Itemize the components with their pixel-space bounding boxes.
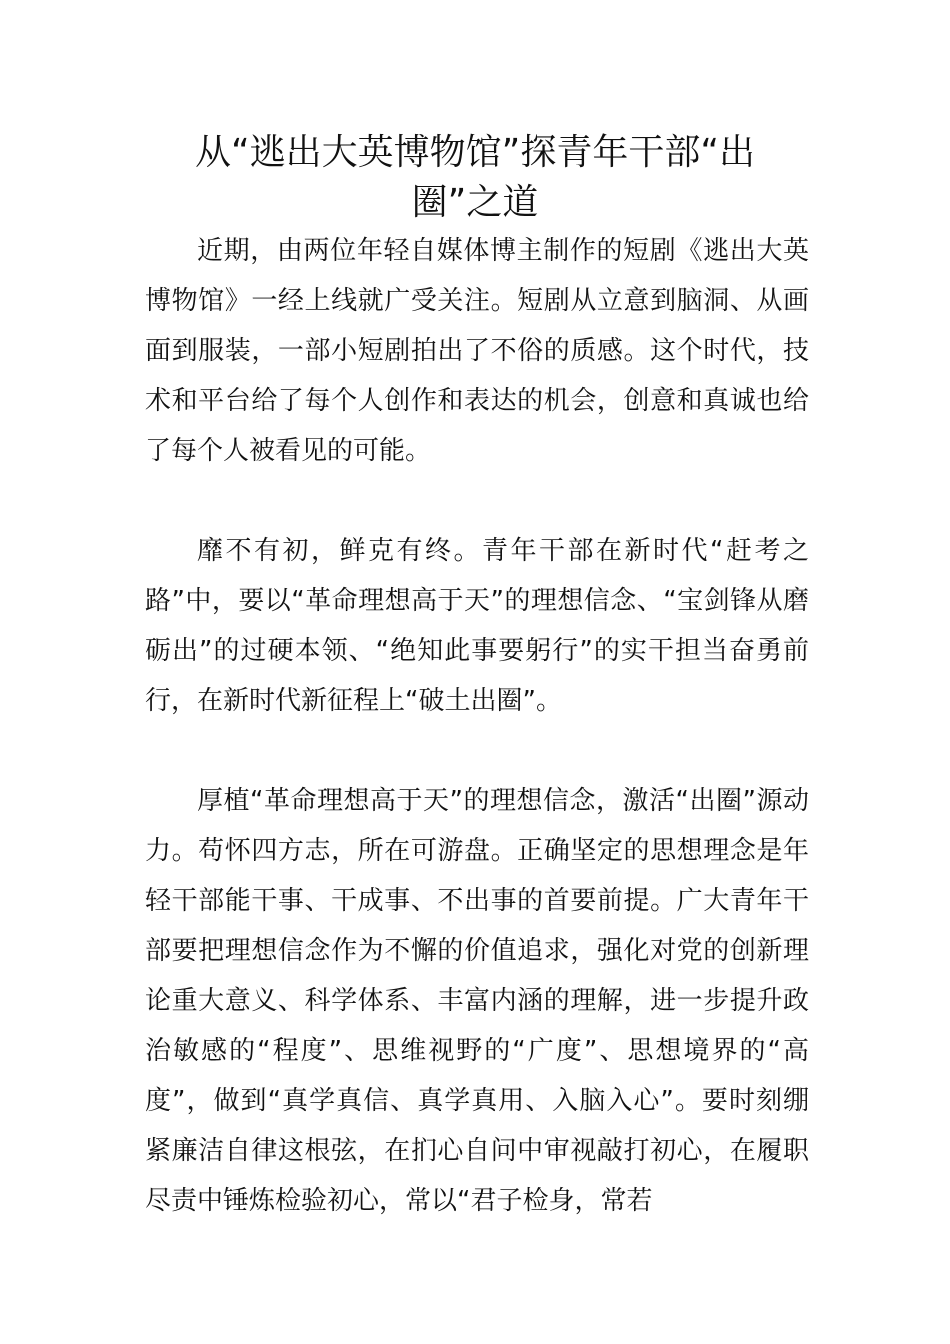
paragraph-2: 靡不有初，鲜克有终。青年干部在新时代“赶考之路”中，要以“革命理想高于天”的理想信念、“宝剑锋从磨砺出”的过硬本领、“绝知此事要躬行”的实干担当奋勇前行，在新时代新征程上“破土出圈”。 [145,536,809,716]
document-title: 从“逃出大英博物馆”探青年干部“出圈”之道 [195,132,755,223]
paragraph-3: 厚植“革命理想高于天”的理想信念，激活“出圈”源动力。苟怀四方志，所在可游盘。正确坚定的思想理念是年轻干部能干事、干成事、不出事的首要前提。广大青年干部要把理想信念作为不懈的价值追求，强化对党的创新理论重大意义、科学体系、丰富内涵的理解，进一步提升政治敏感的“程度”、思维视野的“广度”、思想境界的“高度”，做到“真学真信、真学真用、入脑入心”。要时刻绷紧廉洁自律这根弦，在扪心自问中审视敲打初心，在履职尽责中锤炼检验初心，常以“君子检身，常若 [145,786,809,1216]
paragraph-1: 近期，由两位年轻自媒体博主制作的短剧《逃出大英博物馆》一经上线就广受关注。短剧从立意到脑洞、从画面到服装，一部小短剧拍出了不俗的质感。这个时代，技术和平台给了每个人创作和表达的机会，创意和真诚也给了每个人被看见的可能。 [145,236,809,466]
